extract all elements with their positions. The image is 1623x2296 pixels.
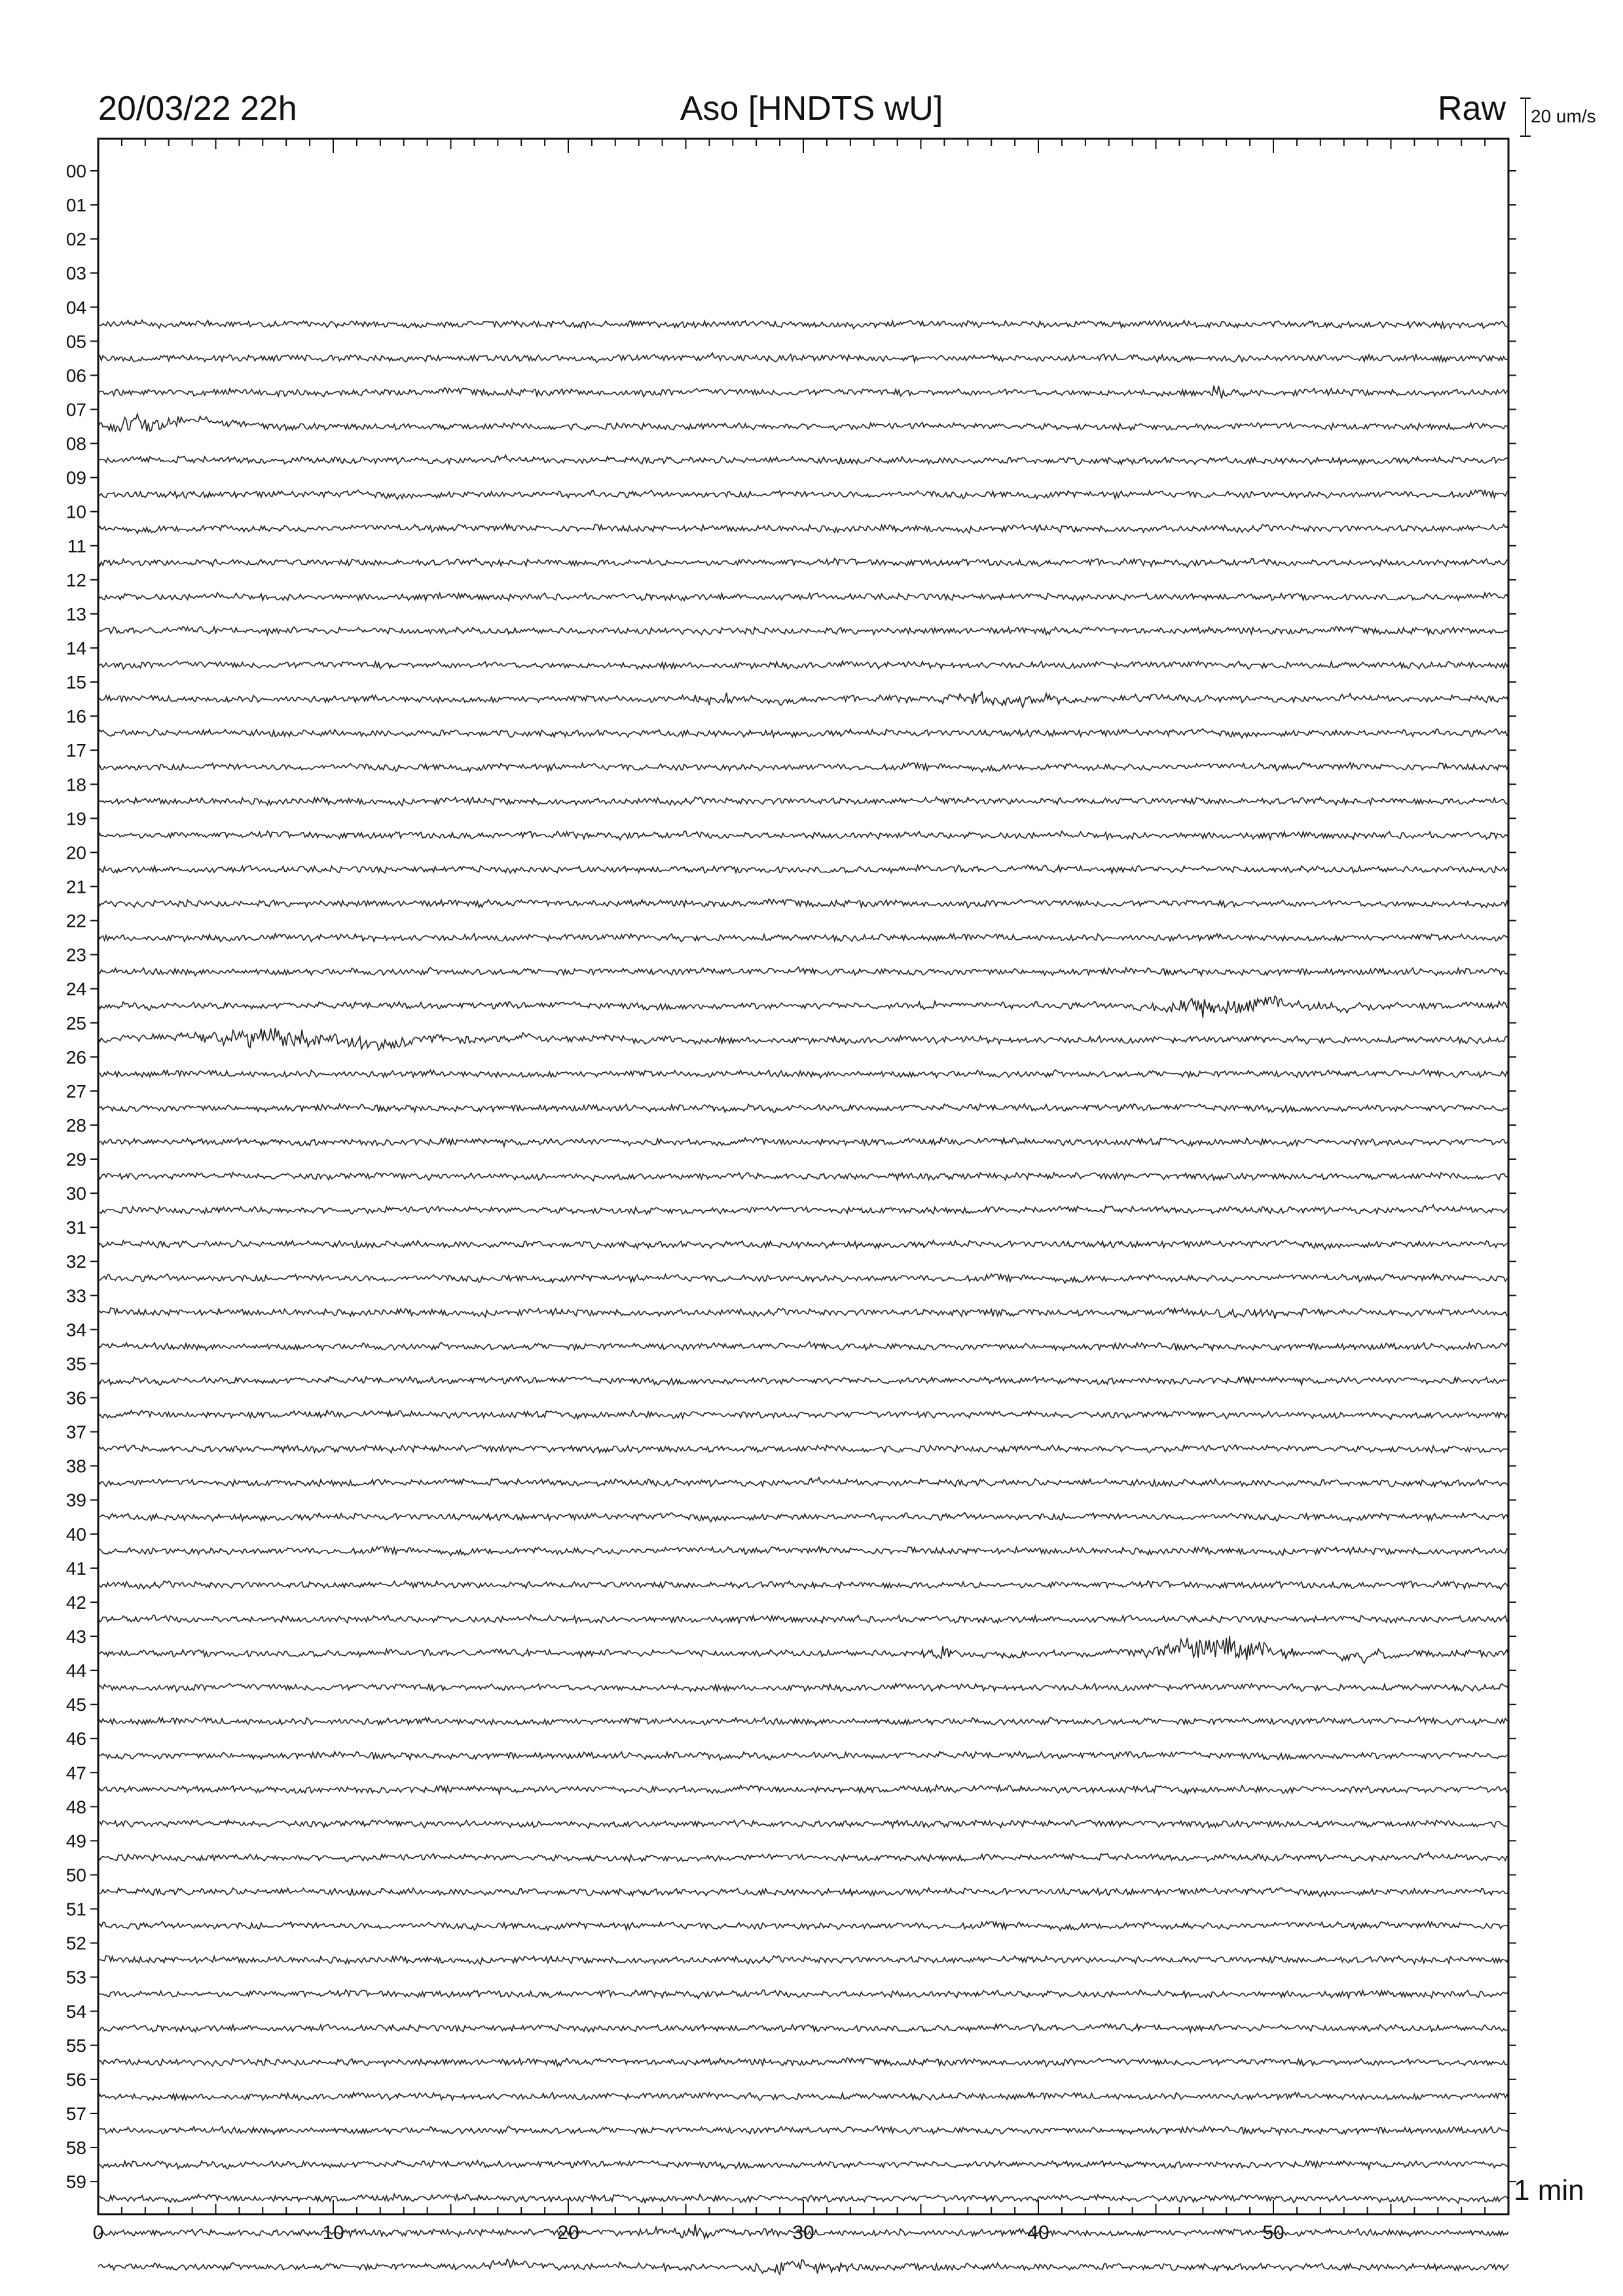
seismic-trace	[98, 996, 1508, 1018]
y-tick-label: 36	[65, 1388, 86, 1408]
seismic-trace	[98, 865, 1508, 873]
y-tick-label: 50	[65, 1865, 86, 1886]
seismic-trace	[98, 353, 1508, 363]
seismic-trace	[98, 558, 1508, 567]
y-tick-label: 11	[67, 535, 86, 556]
seismic-trace	[98, 661, 1508, 669]
seismic-trace	[98, 524, 1508, 533]
filter-label: Raw	[1437, 90, 1506, 128]
y-tick-label: 15	[65, 672, 86, 693]
station-title: Aso [HNDTS wU]	[680, 90, 943, 128]
y-tick-label: 18	[65, 774, 86, 795]
seismic-trace	[98, 2126, 1508, 2134]
x-tick-label: 20	[557, 2222, 579, 2244]
y-tick-label: 04	[65, 297, 86, 318]
seismic-trace	[98, 626, 1508, 635]
y-tick-label: 23	[65, 944, 86, 965]
seismic-trace	[98, 1990, 1508, 1998]
y-tick-label: 40	[65, 1524, 86, 1545]
seismic-trace	[98, 899, 1508, 908]
seismic-trace	[98, 1308, 1508, 1319]
seismic-trace	[98, 1581, 1508, 1589]
y-tick-label: 00	[65, 161, 86, 181]
y-tick-label: 52	[65, 1933, 86, 1954]
seismic-trace	[98, 1751, 1508, 1760]
y-tick-label: 02	[65, 229, 86, 250]
y-tick-label: 12	[65, 569, 86, 590]
y-tick-label: 44	[65, 1660, 86, 1681]
seismic-trace	[98, 831, 1508, 840]
seismic-trace	[98, 1069, 1508, 1078]
y-tick-label: 17	[65, 740, 86, 761]
seismic-trace	[98, 1028, 1508, 1050]
x-tick-label: 0	[92, 2222, 104, 2244]
plot-frame	[98, 139, 1508, 2214]
y-tick-label: 21	[65, 876, 86, 897]
seismic-trace	[98, 2058, 1508, 2066]
y-tick-label: 16	[65, 706, 86, 727]
date-hour-title: 20/03/22 22h	[98, 90, 297, 128]
y-tick-label: 14	[65, 637, 86, 658]
seismic-trace	[98, 762, 1508, 772]
y-tick-label: 09	[65, 467, 86, 488]
y-tick-label: 59	[65, 2172, 86, 2193]
y-tick-label: 13	[65, 603, 86, 624]
y-tick-label: 05	[65, 331, 86, 352]
y-tick-label: 39	[65, 1490, 86, 1511]
y-tick-label: 49	[65, 1831, 86, 1852]
x-unit-label: 1 min	[1514, 2174, 1584, 2206]
y-tick-label: 58	[65, 2138, 86, 2159]
y-tick-label: 38	[65, 1456, 86, 1477]
y-tick-label: 31	[65, 1217, 86, 1238]
seismic-trace	[98, 729, 1508, 738]
y-tick-label: 25	[65, 1013, 86, 1033]
y-tick-label: 55	[65, 2035, 86, 2056]
amplitude-scale-label: 20 um/s	[1531, 106, 1596, 126]
y-tick-label: 30	[65, 1183, 86, 1204]
y-tick-label: 53	[65, 1967, 86, 1988]
seismic-trace	[98, 1104, 1508, 1113]
seismic-trace	[98, 455, 1508, 464]
seismic-trace	[98, 1477, 1508, 1486]
seismic-trace	[98, 1820, 1508, 1829]
y-tick-label: 56	[65, 2069, 86, 2090]
seismic-trace	[98, 1445, 1508, 1453]
seismic-trace	[98, 2161, 1508, 2169]
y-tick-label: 45	[65, 1695, 86, 1715]
seismic-trace	[98, 1785, 1508, 1794]
y-tick-label: 07	[65, 399, 86, 420]
y-tick-label: 28	[65, 1115, 86, 1136]
seismic-trace	[98, 2024, 1508, 2032]
seismic-trace	[98, 1683, 1508, 1692]
seismic-trace	[98, 934, 1508, 942]
seismic-trace	[98, 797, 1508, 806]
y-tick-label: 19	[65, 808, 86, 829]
y-tick-label: 10	[65, 501, 86, 522]
seismic-trace	[98, 1240, 1508, 1249]
seismic-trace	[98, 1615, 1508, 1623]
y-tick-label: 03	[65, 263, 86, 284]
seismic-trace	[98, 1172, 1508, 1181]
seismic-trace	[98, 1205, 1508, 1214]
y-tick-label: 48	[65, 1797, 86, 1818]
y-tick-label: 06	[65, 365, 86, 386]
y-tick-label: 32	[65, 1251, 86, 1272]
y-tick-label: 51	[65, 1899, 86, 1920]
y-tick-label: 29	[65, 1149, 86, 1170]
y-tick-label: 20	[65, 842, 86, 863]
seismic-trace	[98, 1547, 1508, 1556]
y-tick-label: 35	[65, 1354, 86, 1374]
seismic-trace	[98, 1410, 1508, 1420]
seismic-trace	[98, 691, 1508, 708]
y-tick-label: 26	[65, 1047, 86, 1067]
seismic-trace	[98, 490, 1508, 499]
seismic-trace	[98, 967, 1508, 976]
y-tick-label: 24	[65, 978, 86, 999]
seismic-trace	[98, 1376, 1508, 1385]
seismic-trace	[98, 1852, 1508, 1861]
seismic-trace	[98, 1274, 1508, 1283]
y-tick-label: 37	[65, 1422, 86, 1443]
y-tick-label: 47	[65, 1763, 86, 1784]
y-tick-label: 46	[65, 1729, 86, 1749]
y-tick-label: 08	[65, 433, 86, 454]
x-tick-label: 10	[322, 2222, 344, 2244]
seismic-trace	[98, 1513, 1508, 1522]
seismic-trace	[98, 1956, 1508, 1964]
seismic-trace	[98, 1342, 1508, 1350]
x-tick-label: 40	[1027, 2222, 1049, 2244]
seismic-trace	[98, 592, 1508, 600]
y-tick-label: 22	[65, 910, 86, 931]
y-tick-label: 42	[65, 1592, 86, 1613]
y-tick-label: 41	[65, 1558, 86, 1579]
seismic-trace	[98, 2092, 1508, 2100]
seismic-trace	[98, 1636, 1508, 1664]
x-tick-label: 30	[792, 2222, 814, 2244]
seismic-trace	[98, 386, 1508, 399]
seismic-trace	[98, 414, 1508, 433]
y-tick-label: 33	[65, 1285, 86, 1306]
y-tick-label: 27	[65, 1081, 86, 1102]
seismic-trace	[98, 320, 1508, 329]
y-tick-label: 43	[65, 1626, 86, 1647]
seismic-trace	[98, 1888, 1508, 1897]
seismic-trace	[98, 2259, 1508, 2275]
x-tick-label: 50	[1262, 2222, 1285, 2244]
y-tick-label: 34	[65, 1319, 86, 1340]
y-tick-label: 57	[65, 2103, 86, 2124]
seismic-trace	[98, 1922, 1508, 1931]
seismic-trace	[98, 1138, 1508, 1146]
y-tick-label: 01	[65, 195, 86, 216]
seismic-trace	[98, 1717, 1508, 1725]
y-tick-label: 54	[65, 2001, 86, 2022]
